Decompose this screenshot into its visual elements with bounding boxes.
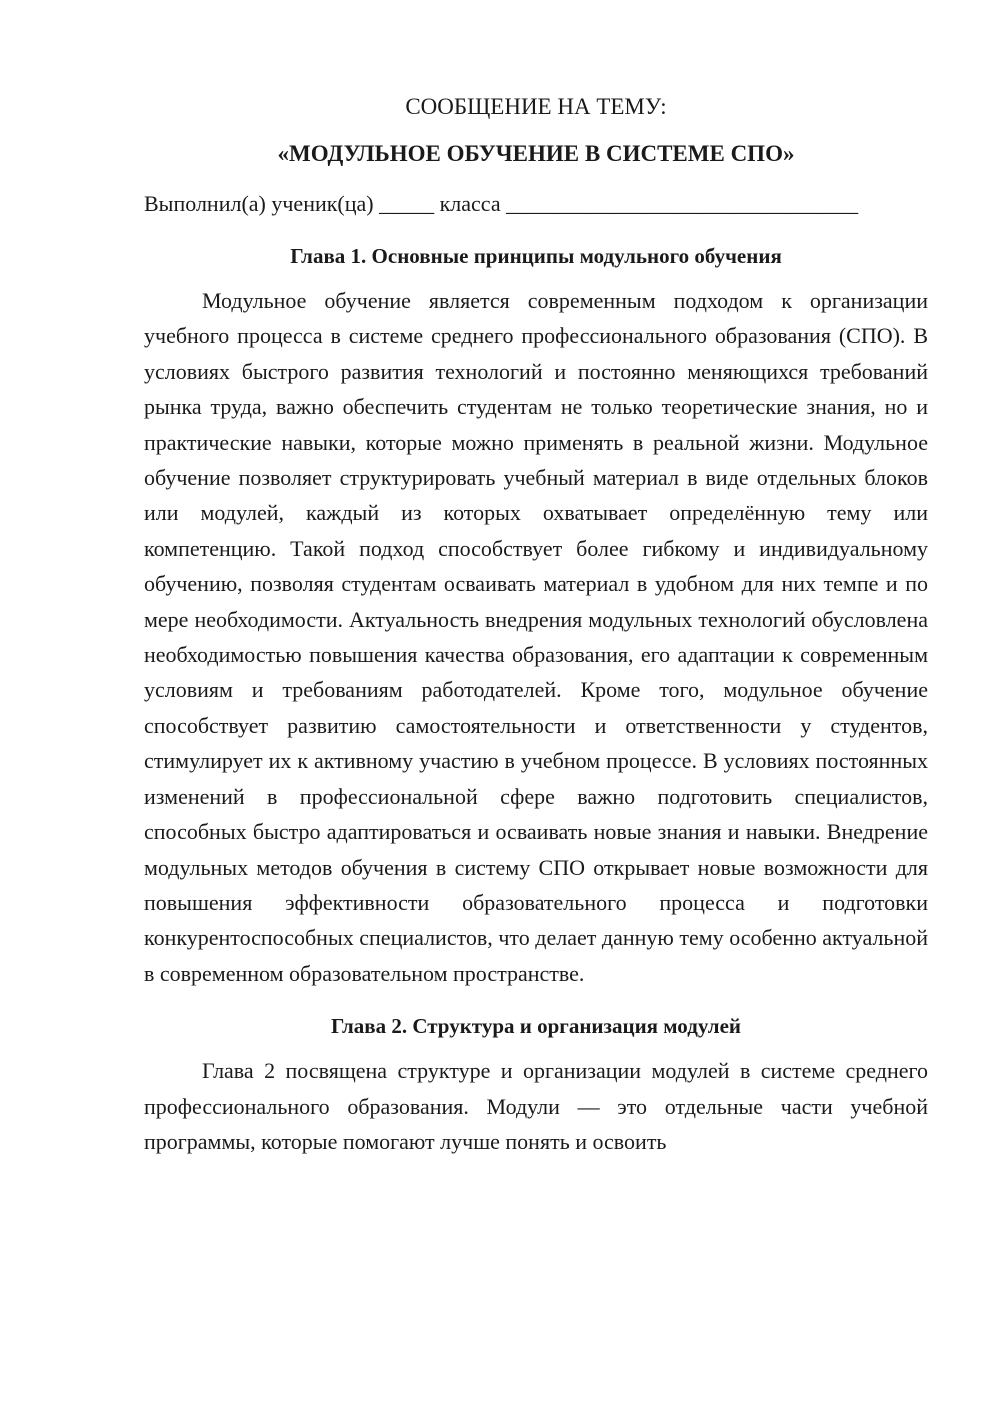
author-byline: Выполнил(а) ученик(ца) _____ класса ________________________________ xyxy=(144,191,859,216)
chapter-1-title: Глава 1. Основные принципы модульного обучения xyxy=(290,244,782,268)
document-label: СООБЩЕНИЕ НА ТЕМУ: xyxy=(405,94,667,119)
document-title: «МОДУЛЬНОЕ ОБУЧЕНИЕ В СИСТЕМЕ СПО» xyxy=(277,141,795,166)
chapter-2-title: Глава 2. Структура и организация модулей xyxy=(330,1014,742,1039)
chapter-2-paragraph: Глава 2 посвящена структуре и организации модулей в системе среднего профессионального образования. Модули — это отдельные части учебной программы, которые помогают лучше понять и освоить xyxy=(144,1058,928,1154)
chapter-2 xyxy=(144,1011,928,1159)
chapter-1 xyxy=(144,241,928,991)
chapter-1-paragraph: Модульное обучение является современным подходом к организации учебного процесса в системе среднего профессионального образования (СПО). В условиях быстрого развития технологий и постоянно меняющихся требований рынка труда, важно обеспечить студентам не только теоретические знания, но и практические навыки, которые можно применять в реальной жизни. Модульное обучение позволяет структурировать учебный материал в виде отдельных блоков или модулей, каждый из которых охватывает определённую тему или компетенцию. Такой подход способствует более гибкому и индивидуальному обучению, позволяя студентам осваивать материал в удобном для них темпе и по мере необходимости. Актуальность внедрения модульных технологий обусловлена необходимостью повышения качества образования, его адаптации к современным условиям и требованиям работодателей. Кроме того, модульное обучение способствует развитию самостоятельности и ответственности у студентов, стимулирует их к активному участию в учебном процессе. В условиях постоянных изменений в профессиональной сфере важно подготовить специалистов, способных быстро адаптироваться и осваивать новые знания и навыки. Внедрение модульных методов обучения в систему СПО открывает новые возможности для повышения эффективности образовательного процесса и подготовки конкурентоспособных специалистов, что делает данную тему особенно актуальной в современном образовательном пространстве. xyxy=(144,288,928,986)
